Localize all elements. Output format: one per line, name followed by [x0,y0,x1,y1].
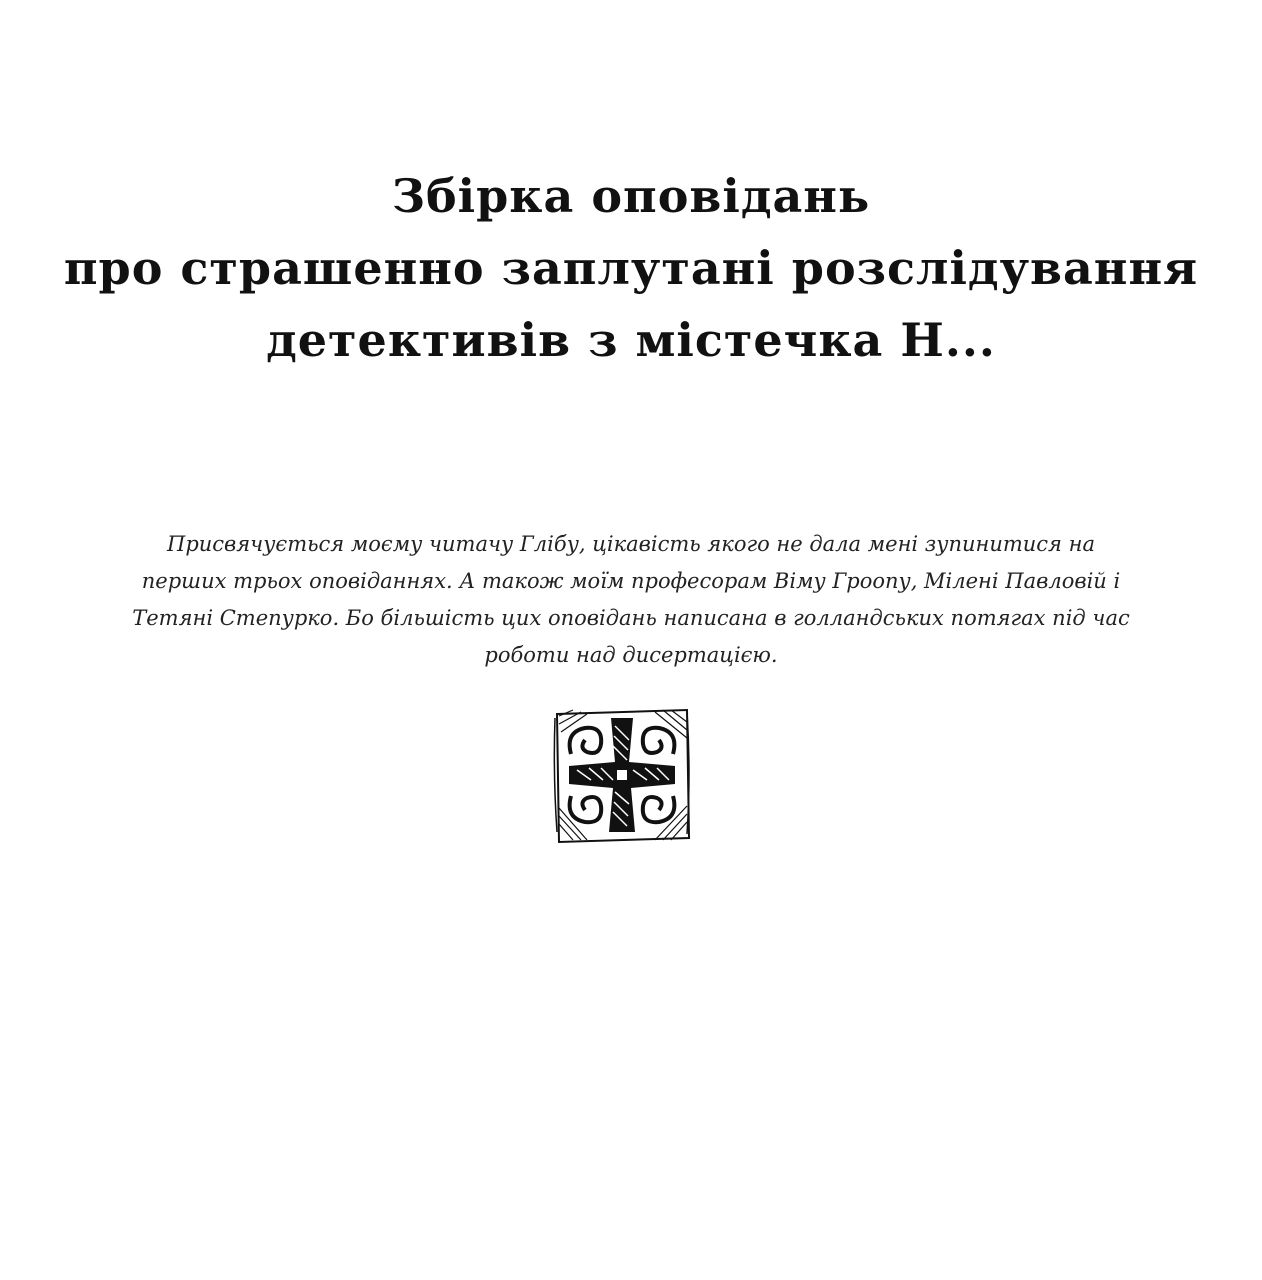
title-line-1: Збірка оповідань [391,169,871,223]
title-line-2: про страшенно заплутані розслідування [63,241,1199,295]
cross-ornament-icon [551,704,693,846]
book-title [0,160,1262,376]
dedication-text: Присвячується моєму читачу Глібу, цікавість якого не дала мені зупинитися на перших трьох оповіданнях. А також моїм професорам Віму Гроопу, Мілені Павловій і Тетяні Степурко. Бо більшість цих оповідань написана в голландських потягах під час роботи над дисертацією. [132,532,1130,667]
title-line-3: детективів з містечка Н... [266,313,996,367]
